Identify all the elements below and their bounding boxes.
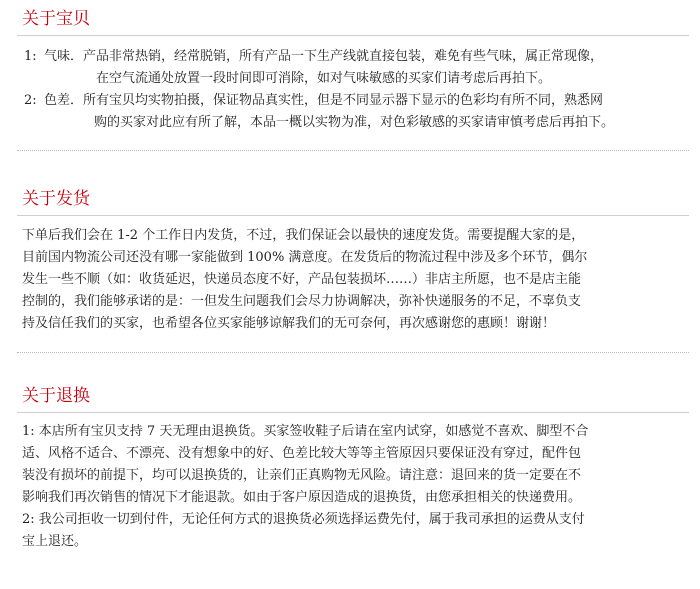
section-body (24, 46, 684, 134)
item-line: 色差．所有宝贝均实物拍摄，保证物品真实性，但是不同显示器下显示的色彩均有所不同，熟悉网 (44, 93, 604, 108)
item-line: 在空气流通处放置一段时间即可消除，如对气味敏感的买家们请考虑后再拍下。 (96, 71, 552, 86)
body-line: 适、风格不适合、不漂亮、没有想象中的好、色差比较大等等主管原因只要保证没有穿过，配件包 (22, 446, 582, 461)
section-body (22, 421, 682, 553)
section-title: 关于宝贝 (22, 9, 90, 29)
body-line: 装没有损坏的前提下，均可以退换货的，让亲们正真购物无风险。请注意：退回来的货一定要在不 (22, 468, 582, 483)
body-line: 发生一些不顺（如：收货延迟，快递员态度不好，产品包装损坏……）非店主所愿，也不是店主能 (22, 272, 582, 287)
list-item (24, 46, 684, 90)
section-title: 关于退换 (22, 386, 90, 406)
divider (17, 412, 689, 413)
section-title: 关于发货 (22, 189, 90, 209)
list-item (24, 90, 684, 134)
body-line: 1: 本店所有宝贝支持 7 天无理由退换货。买家签收鞋子后请在室内试穿，如感觉不喜欢、脚型不合 (22, 424, 589, 439)
body-line: 影响我们再次销售的情况下才能退款。如由于客户原因造成的退换货，由您承担相关的快递费用。 (22, 490, 582, 505)
divider (17, 35, 689, 36)
section-body (22, 225, 682, 335)
section-about-product (0, 8, 700, 158)
item-number: 1: (24, 49, 37, 64)
section-about-shipping (0, 188, 700, 358)
divider (17, 215, 689, 216)
body-line: 宝上退还。 (22, 534, 88, 549)
item-line: 购的买家对此应有所了解，本品一概以实物为准，对色彩敏感的买家请审慎考虑后再拍下。 (94, 115, 615, 130)
body-line: 控制的，我们能够承诺的是：一但发生问题我们会尽力协调解决，弥补快递服务的不足，不辜负支 (22, 294, 582, 309)
section-about-returns (0, 385, 700, 585)
body-line: 2: 我公司拒收一切到付件，无论任何方式的退换货必须选择运费先付，属于我司承担的运费从支付 (22, 512, 585, 527)
item-line: 气味．产品非常热销，经常脱销，所有产品一下生产线就直接包装，难免有些气味，属正常现像， (44, 49, 604, 64)
body-line: 目前国内物流公司还没有哪一家能做到 100% 满意度。在发货后的物流过程中涉及多个环节，偶尔 (22, 250, 588, 265)
item-number: 2: (24, 93, 37, 108)
body-line: 持及信任我们的买家，也希望各位买家能够谅解我们的无可奈何，再次感谢您的惠顾！谢谢！ (22, 316, 556, 331)
body-line: 下单后我们会在 1-2 个工作日内发货，不过，我们保证会以最快的速度发货。需要提醒大家的是， (22, 228, 585, 243)
divider-bottom (17, 150, 689, 151)
divider-bottom (17, 352, 689, 353)
